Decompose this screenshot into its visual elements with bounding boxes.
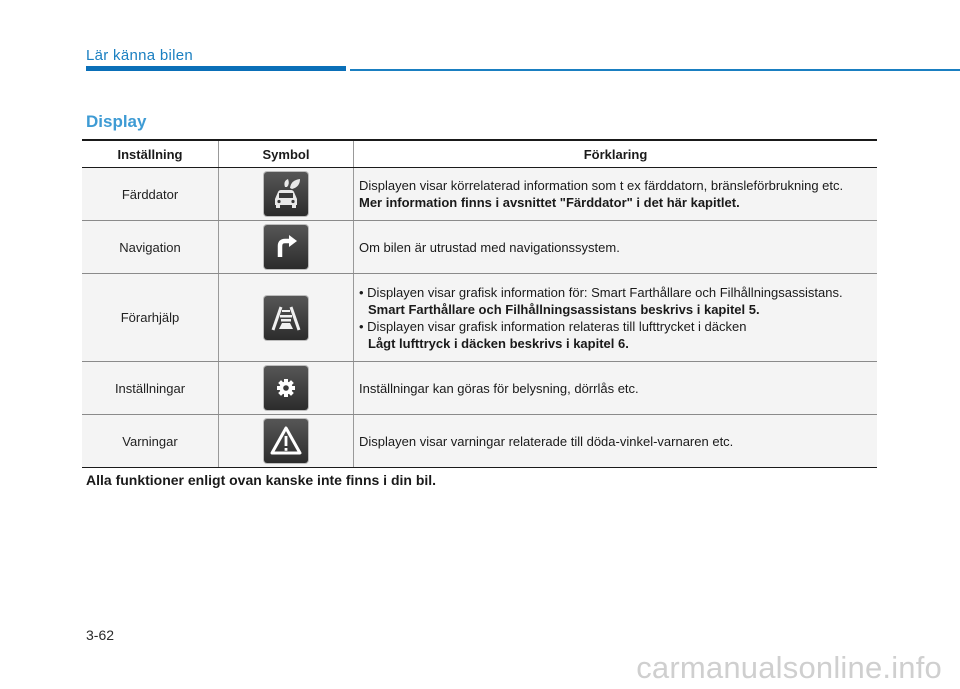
explanation-line-bold: Smart Farthållare och Filhållningsassistans beskrivs i kapitel 5. — [368, 301, 760, 317]
setting-cell: Navigation — [82, 221, 219, 274]
table-row — [82, 221, 877, 274]
symbol-cell — [219, 168, 354, 221]
explanation-cell — [354, 362, 878, 415]
lane-assist-icon — [264, 296, 308, 340]
table-row — [82, 274, 877, 362]
explanation-line-bold: Lågt lufttryck i däcken beskrivs i kapitel 6. — [368, 335, 629, 351]
eco-car-icon — [264, 172, 308, 216]
explanation-line: Om bilen är utrustad med navigationssystem. — [359, 239, 620, 255]
header-explanation: Förklaring — [354, 140, 878, 168]
explanation-cell — [354, 221, 878, 274]
setting-cell: Inställningar — [82, 362, 219, 415]
turn-arrow-icon — [264, 225, 308, 269]
warning-triangle-icon — [264, 419, 308, 463]
explanation-cell — [354, 274, 878, 362]
header-setting: Inställning — [82, 140, 219, 168]
page-number: 3-62 — [86, 627, 115, 643]
explanation-line: • Displayen visar grafisk information relateras till lufttrycket i däcken — [359, 318, 747, 334]
table-row — [82, 168, 877, 221]
chapter-title: Lär känna bilen — [86, 47, 194, 64]
explanation-cell — [354, 168, 878, 221]
symbol-cell — [219, 415, 354, 468]
setting-cell: Varningar — [82, 415, 219, 468]
explanation-line: Inställningar kan göras för belysning, dörrlås etc. — [359, 380, 639, 396]
explanation-line: • Displayen visar grafisk information för: Smart Farthållare och Filhållningsassistans. — [359, 284, 843, 300]
symbol-cell — [219, 274, 354, 362]
symbol-cell — [219, 221, 354, 274]
table-row — [82, 362, 877, 415]
header-symbol: Symbol — [219, 140, 354, 168]
explanation-cell — [354, 415, 878, 468]
table-header-row — [82, 140, 877, 168]
symbol-cell — [219, 362, 354, 415]
table-row — [82, 415, 877, 468]
explanation-line: Displayen visar varningar relaterade till döda-vinkel-varnaren etc. — [359, 433, 734, 449]
explanation-line: Displayen visar körrelaterad information som t ex färddatorn, bränsleförbrukning etc. — [359, 178, 844, 193]
gear-icon — [264, 366, 308, 410]
section-title: Display — [86, 112, 147, 131]
availability-note: Alla funktioner enligt ovan kanske inte finns i din bil. — [86, 472, 437, 488]
header-rule-thick — [86, 66, 346, 71]
display-table — [82, 139, 877, 468]
explanation-line-bold: Mer information finns i avsnittet "Färddator" i det här kapitlet. — [359, 195, 740, 210]
setting-cell: Förarhjälp — [82, 274, 219, 362]
setting-cell: Färddator — [82, 168, 219, 221]
header-rule-thin — [350, 69, 960, 71]
watermark: carmanualsonline.info — [636, 650, 942, 685]
